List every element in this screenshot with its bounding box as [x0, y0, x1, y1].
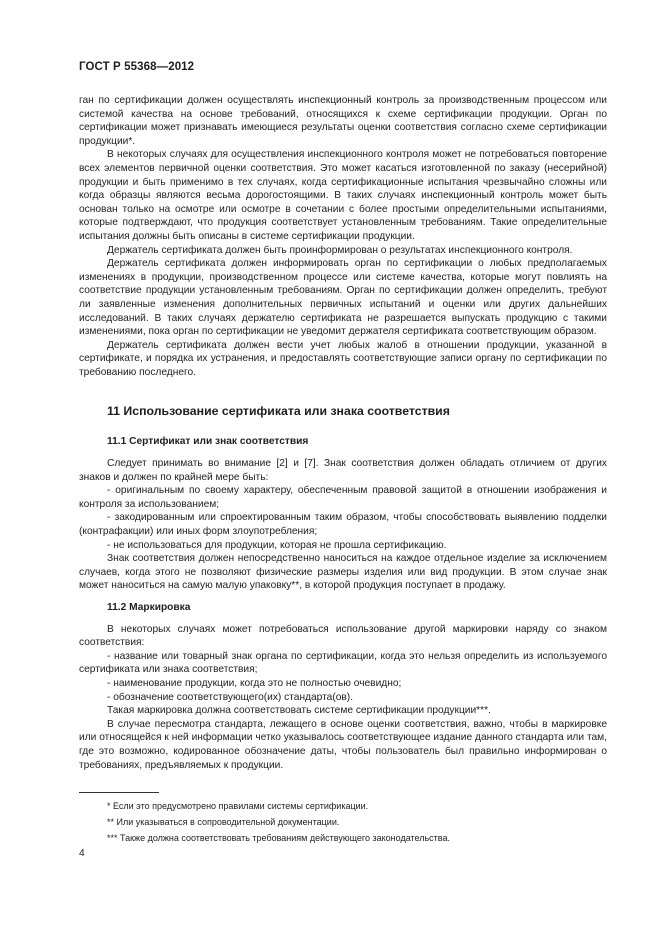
footnote: *** Также должна соответствовать требованиям действующего законодательства.: [107, 833, 450, 843]
subsection-title: 11.2 Маркировка: [107, 602, 191, 613]
paragraph: В некоторых случаях для осуществления инспекционного контроля может не потребоваться повторение всех элементов первичной оценки соответствия. Это может касаться изготовленной по заказу (несерийной) продукции и быть применимо в тех случаях, когда сертификационные испытания чрезвычайно сложны или когда образцы являются весьма дорогостоящими. В таких случаях инспекционный контроль может быть основан только на осмотре или осмотре в сочетании с более простыми определительными испытаниями, которые подтверждают, что продукция соответствует установленным требованиям. Такие определительные испытания должны быть описаны в системе сертификации продукции.: [79, 149, 607, 242]
subsection-title: 11.1 Сертификат или знак соответствия: [107, 436, 309, 448]
list-item: - обозначение соответствующего(их) стандарта(ов).: [107, 691, 354, 703]
paragraph: Держатель сертификата должен информировать орган по сертификации о любых предполагаемых изменениях в продукции, производственном процессе или системе качества, которые могут повлиять на соответствие продукции установленным требованиям. Орган по сертификации должен определить, требуют ли заявленные изменения дополнительных первичных испытаний и оценки или других дальнейших исследований. В таких случаях держателю сертификата не разрешается выпускать продукцию с такими изменениями, пока орган по сертификации не уведомит держателя сертификата соответствующим образом.: [79, 258, 607, 338]
footnote: * Если это предусмотрено правилами системы сертификации.: [107, 801, 369, 811]
document-body: [79, 94, 607, 772]
paragraph: Следует принимать во внимание [2] и [7]. Знак соответствия должен обладать отличием от других знаков и должен по крайней мере быть:: [79, 458, 607, 483]
footnote-divider: [79, 792, 159, 793]
paragraph: ган по сертификации должен осуществлять инспекционный контроль за производственным процессом или системой качества на основе требований, относящихся к схеме сертификации продукции. Орган по сертификации может признавать имеющиеся результаты оценки соответствия согласно схеме сертификации продукции*.: [79, 95, 607, 147]
list-item: - название или товарный знак органа по сертификации, когда это нельзя определить из используемого сертификата или знака соответствия;: [79, 650, 607, 676]
list-item: - наименование продукции, когда это не полностью очевидно;: [107, 677, 402, 689]
paragraph: В случае пересмотра стандарта, лежащего в основе оценки соответствия, важно, чтобы в маркировке или относящейся к ней информации четко указывалось соответствующее издание данного стандарта или там, где это возможно, кодированное обозначение даты, чтобы пользователь был правильно информирован о требованиях, предъявляемых к продукции.: [79, 718, 607, 771]
paragraph: Такая маркировка должна соответствовать системе сертификации продукции***.: [107, 705, 491, 717]
page-number: 4: [79, 848, 85, 859]
paragraph: В некоторых случаях может потребоваться использование другой маркировки наряду со знаком соответствия:: [79, 623, 607, 649]
paragraph: Держатель сертификата должен вести учет любых жалоб в отношении продукции, указанной в сертификате, и порядка их устранения, и предоставлять соответствующие записи органу по сертификации по требованию последнего.: [79, 339, 607, 378]
list-item: - оригинальным по своему характеру, обеспеченным правовой защитой в отношении изображения и контроля за использованием;: [79, 485, 607, 510]
list-item: - закодированным или спроектированным таким образом, чтобы способствовать выявлению подделки (контрафакции) или иных форм злоупотребления;: [79, 512, 607, 538]
document-header: ГОСТ Р 55368—2012: [79, 61, 195, 73]
paragraph: Знак соответствия должен непосредственно наноситься на каждое отдельное изделие за исключением случаев, когда этого не позволяют физические размеры изделия или вид продукции. В этом случае знак может наноситься на самую малую упаковку**, в которой продукция поступает в продажу.: [79, 553, 607, 592]
footnote: ** Или указываться в сопроводительной документации.: [107, 817, 340, 827]
list-item: - не использоваться для продукции, которая не прошла сертификацию.: [107, 539, 447, 551]
section-title: 11 Использование сертификата или знака соответствия: [107, 404, 450, 419]
footnotes: [107, 798, 607, 846]
paragraph: Держатель сертификата должен быть проинформирован о результатах инспекционного контроля.: [107, 244, 573, 256]
